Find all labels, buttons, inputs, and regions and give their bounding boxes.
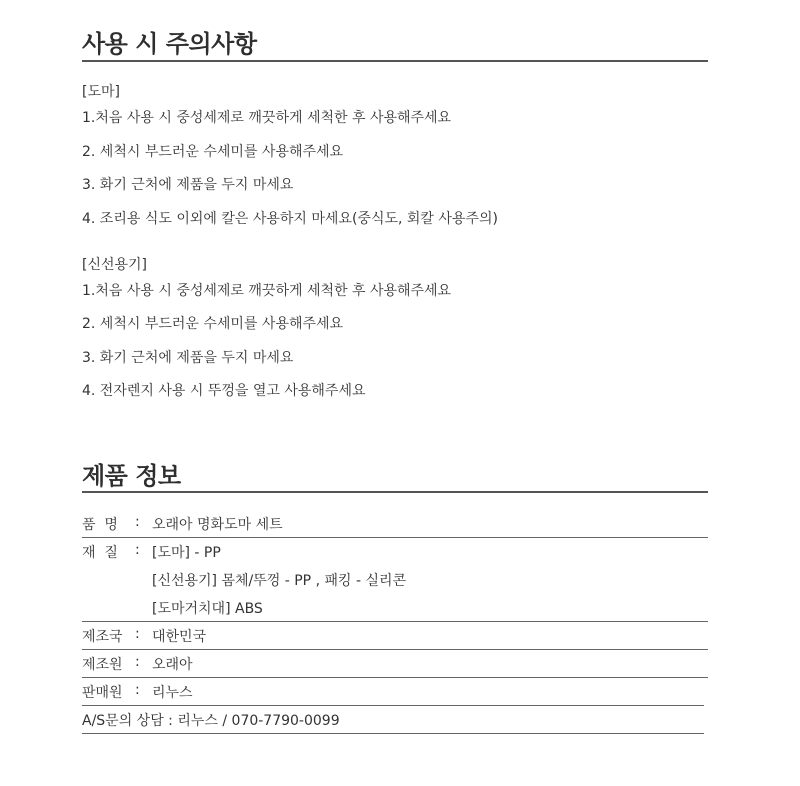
- caution-item: 1.처음 사용 시 중성세제로 깨끗하게 세척한 후 사용해주세요: [82, 110, 452, 126]
- product-info-table: [82, 510, 708, 734]
- row-label: 품 명: [82, 517, 118, 533]
- row-colon: :: [135, 682, 140, 698]
- row-colon: :: [135, 626, 140, 642]
- row-label: 제조국: [82, 629, 123, 645]
- caution-content: [82, 82, 712, 401]
- row-value: 오래아 명화도마 세트: [152, 517, 283, 533]
- caution-item: 2. 세척시 부드러운 수세미를 사용해주세요: [82, 143, 344, 160]
- info-row-as: [82, 706, 704, 734]
- info-row-material: [82, 538, 708, 622]
- caution-group-container: [82, 255, 712, 402]
- caution-item: 1.처음 사용 시 중성세제로 깨끗하게 세척한 후 사용해주세요: [82, 282, 452, 299]
- info-title-rule: [82, 491, 708, 493]
- info-row-maker: [82, 650, 708, 678]
- material-line: [도마거치대] ABS: [152, 601, 263, 617]
- row-colon: :: [135, 654, 140, 670]
- material-line: [도마] - PP: [152, 545, 221, 561]
- caution-item: 2. 세척시 부드러운 수세미를 사용해주세요: [82, 316, 344, 332]
- info-row-product-name: [82, 510, 708, 538]
- info-row-country: [82, 622, 708, 650]
- caution-item: 4. 조리용 식도 이외에 칼은 사용하지 마세요(중식도, 회칼 사용주의): [82, 210, 498, 227]
- info-row-seller: [82, 678, 704, 706]
- caution-item: 3. 화기 근처에 제품을 두지 마세요: [82, 349, 294, 366]
- caution-title: 사용 시 주의사항: [82, 30, 257, 58]
- group-label: [신선용기]: [82, 256, 148, 273]
- row-colon: :: [135, 514, 140, 530]
- material-line: [신선용기] 몸체/뚜껑 - PP , 패킹 - 실리콘: [152, 573, 407, 589]
- caution-item: 3. 화기 근처에 제품을 두지 마세요: [82, 177, 294, 193]
- info-title: 제품 정보: [82, 462, 181, 490]
- row-value: 대한민국: [152, 629, 207, 645]
- row-label: 재 질: [82, 545, 118, 561]
- caution-item: 4. 전자렌지 사용 시 뚜껑을 열고 사용해주세요: [82, 383, 366, 399]
- caution-group-cutting-board: [82, 82, 712, 229]
- row-value: 리누스: [152, 685, 193, 701]
- row-label: 제조원: [82, 657, 123, 673]
- caution-title-rule: [82, 60, 708, 62]
- as-contact-text: A/S문의 상담 : 리누스 / 070-7790-0099: [82, 713, 340, 729]
- row-label: 판매원: [82, 685, 123, 701]
- row-value: 오래아: [152, 657, 193, 673]
- row-colon: :: [135, 542, 140, 558]
- group-label: [도마]: [82, 84, 120, 100]
